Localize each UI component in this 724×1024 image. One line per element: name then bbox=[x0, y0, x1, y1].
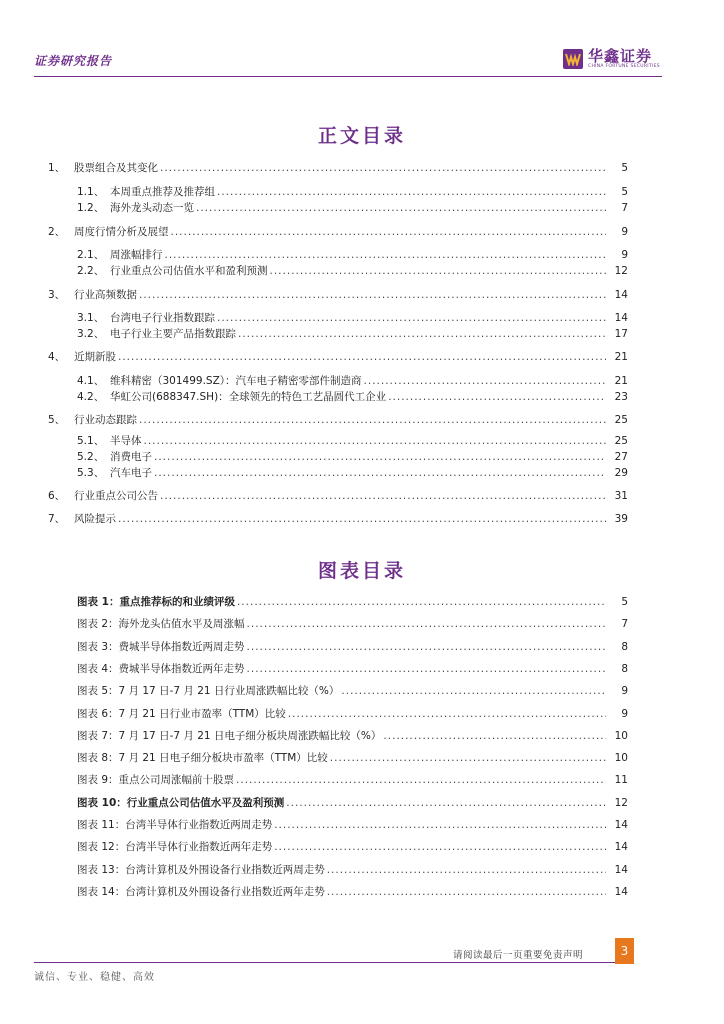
figure-entry-label: 图表 9：重点公司周涨幅前十股票 bbox=[77, 774, 235, 786]
company-logo bbox=[563, 48, 660, 70]
contents-entry-page: 14 bbox=[614, 312, 628, 324]
leader-dots bbox=[165, 248, 607, 262]
figure-entry-label: 图表 2：海外龙头估值水平及周涨幅 bbox=[77, 618, 245, 630]
figure-entry[interactable] bbox=[77, 729, 628, 743]
logo-icon bbox=[563, 49, 583, 69]
figure-entry[interactable] bbox=[77, 863, 628, 877]
contents-entry-label bbox=[77, 264, 270, 278]
figure-entry[interactable] bbox=[77, 684, 628, 698]
contents-entry-text: 本周重点推荐及推荐组 bbox=[110, 186, 215, 198]
leader-dots bbox=[288, 707, 606, 721]
leader-dots bbox=[237, 595, 606, 609]
contents-entry-label bbox=[77, 390, 388, 404]
contents-entry-text: 半导体 bbox=[110, 435, 142, 447]
contents-entry-page: 31 bbox=[614, 490, 628, 502]
contents-entry-text: 近期新股 bbox=[74, 351, 116, 363]
contents-entry-page: 23 bbox=[614, 391, 628, 403]
figure-entry-label: 图表 1：重点推荐标的和业绩评级 bbox=[77, 596, 235, 608]
leader-dots bbox=[154, 450, 606, 464]
contents-entry[interactable] bbox=[77, 450, 628, 464]
contents-entry[interactable] bbox=[48, 413, 628, 427]
contents-entry-text: 周度行情分析及展望 bbox=[74, 226, 169, 238]
leader-dots bbox=[247, 640, 606, 654]
leader-dots bbox=[144, 434, 607, 448]
leader-dots bbox=[139, 413, 606, 427]
figure-entry[interactable] bbox=[77, 640, 628, 654]
figure-entry-page: 14 bbox=[614, 886, 628, 898]
contents-entry[interactable] bbox=[48, 288, 628, 302]
contents-entry-number: 3.2、 bbox=[77, 328, 105, 340]
figure-entry-page: 11 bbox=[614, 774, 628, 786]
contents-entry-text: 华虹公司(688347.SH)：全球领先的特色工艺晶圆代工企业 bbox=[110, 391, 387, 403]
figure-entry[interactable] bbox=[77, 840, 628, 854]
contents-entry-label bbox=[77, 450, 154, 464]
contents-entry-number: 7、 bbox=[48, 513, 66, 525]
contents-entry-label bbox=[77, 201, 196, 215]
contents-entry-page: 17 bbox=[614, 328, 628, 340]
figure-entry-label: 图表 3：费城半导体指数近两周走势 bbox=[77, 641, 245, 653]
contents-entry-page: 29 bbox=[614, 467, 628, 479]
contents-entry-text: 行业重点公司估值水平和盈利预测 bbox=[110, 265, 268, 277]
contents-entry-page: 12 bbox=[614, 265, 628, 277]
contents-entry[interactable] bbox=[48, 489, 628, 503]
contents-entry[interactable] bbox=[77, 390, 628, 404]
contents-entry-text: 行业重点公司公告 bbox=[74, 490, 158, 502]
contents-entry-text: 维科精密（301499.SZ）：汽车电子精密零部件制造商 bbox=[110, 375, 362, 387]
figure-entry-label: 图表 4：费城半导体指数近两年走势 bbox=[77, 663, 245, 675]
contents-entry-number: 4.1、 bbox=[77, 375, 105, 387]
figure-entry-page: 8 bbox=[621, 641, 628, 653]
contents-entry-page: 5 bbox=[621, 186, 628, 198]
contents-entry[interactable] bbox=[77, 466, 628, 480]
figure-entry-label: 图表 8：7 月 21 日电子细分板块市盈率（TTM）比较 bbox=[77, 752, 328, 764]
contents-title: 正文目录 bbox=[317, 125, 406, 147]
leader-dots bbox=[330, 751, 606, 765]
contents-entry-number: 1、 bbox=[48, 162, 66, 174]
contents-entry[interactable] bbox=[77, 434, 628, 448]
header-divider bbox=[34, 76, 662, 77]
contents-entry[interactable] bbox=[48, 512, 628, 526]
contents-entry-number: 5、 bbox=[48, 414, 66, 426]
contents-entry-number: 2.2、 bbox=[77, 265, 105, 277]
document-type-label: 证券研究报告 bbox=[34, 54, 113, 68]
contents-entry-label bbox=[77, 434, 144, 448]
contents-entry-page: 25 bbox=[614, 435, 628, 447]
contents-entry-number: 5.2、 bbox=[77, 451, 105, 463]
contents-entry-label bbox=[48, 512, 118, 526]
contents-entry-text: 周涨幅排行 bbox=[110, 249, 163, 261]
contents-entry-page: 21 bbox=[614, 375, 628, 387]
contents-entry-label bbox=[48, 288, 139, 302]
contents-entry-label bbox=[77, 374, 364, 388]
contents-entry-number: 3.1、 bbox=[77, 312, 105, 324]
leader-dots bbox=[274, 818, 606, 832]
contents-entry-page: 7 bbox=[621, 202, 628, 214]
logo-name-cn: 华鑫证券 bbox=[588, 47, 653, 65]
contents-entry-page: 25 bbox=[614, 414, 628, 426]
contents-entry-text: 汽车电子 bbox=[110, 467, 152, 479]
leader-dots bbox=[217, 311, 606, 325]
contents-entry[interactable] bbox=[77, 201, 628, 215]
figure-entry-label: 图表 14：台湾计算机及外围设备行业指数近两年走势 bbox=[77, 886, 325, 898]
contents-entry-number: 5.1、 bbox=[77, 435, 105, 447]
contents-entry-page: 39 bbox=[614, 513, 628, 525]
figure-entry-page: 9 bbox=[621, 685, 628, 697]
figure-entry-label: 图表 7：7 月 17 日-7 月 21 日电子细分板块周涨跌幅比较（%） bbox=[77, 730, 382, 742]
figure-entry[interactable] bbox=[77, 662, 628, 676]
contents-entry-label bbox=[48, 161, 160, 175]
contents-entry-text: 消费电子 bbox=[110, 451, 152, 463]
contents-entry-label bbox=[48, 489, 160, 503]
leader-dots bbox=[118, 350, 606, 364]
contents-entry-page: 14 bbox=[614, 289, 628, 301]
figure-entry[interactable] bbox=[77, 595, 628, 609]
figure-entry[interactable] bbox=[77, 796, 628, 810]
contents-entry-number: 6、 bbox=[48, 490, 66, 502]
contents-entry-page: 5 bbox=[621, 162, 628, 174]
contents-entry-page: 9 bbox=[621, 226, 628, 238]
figure-entry-page: 14 bbox=[614, 819, 628, 831]
contents-entry-text: 海外龙头动态一览 bbox=[110, 202, 194, 214]
contents-entry-number: 2、 bbox=[48, 226, 66, 238]
page-number-badge: 3 bbox=[615, 938, 634, 964]
contents-entry-label bbox=[48, 350, 118, 364]
leader-dots bbox=[247, 617, 606, 631]
leader-dots bbox=[236, 773, 606, 787]
leader-dots bbox=[274, 840, 606, 854]
leader-dots bbox=[238, 327, 606, 341]
contents-entry-label bbox=[77, 185, 217, 199]
contents-entry-page: 9 bbox=[621, 249, 628, 261]
contents-entry-text: 行业高频数据 bbox=[74, 289, 137, 301]
contents-entry[interactable] bbox=[77, 185, 628, 199]
footer-divider bbox=[34, 962, 634, 963]
contents-entry[interactable] bbox=[77, 374, 628, 388]
leader-dots bbox=[171, 225, 607, 239]
leader-dots bbox=[154, 466, 606, 480]
contents-entry[interactable] bbox=[77, 311, 628, 325]
leader-dots bbox=[139, 288, 606, 302]
figure-entry[interactable] bbox=[77, 773, 628, 787]
figure-entry[interactable] bbox=[77, 751, 628, 765]
footer-slogan: 诚信、专业、稳健、高效 bbox=[34, 972, 155, 983]
contents-entry-label bbox=[77, 466, 154, 480]
figure-entry-label: 图表 6：7 月 21 日行业市盈率（TTM）比较 bbox=[77, 708, 286, 720]
figures-title: 图表目录 bbox=[317, 560, 406, 582]
contents-entry-number: 5.3、 bbox=[77, 467, 105, 479]
figure-entry-page: 14 bbox=[614, 841, 628, 853]
contents-entry-text: 台湾电子行业指数跟踪 bbox=[110, 312, 215, 324]
figure-entry-page: 10 bbox=[614, 730, 628, 742]
contents-entry-number: 2.1、 bbox=[77, 249, 105, 261]
logo-name-en: CHINA FORTUNE SECURITIES bbox=[588, 64, 660, 69]
footer-disclaimer: 请阅读最后一页重要免责声明 bbox=[453, 950, 584, 961]
figure-entry-label: 图表 12：台湾半导体行业指数近两年走势 bbox=[77, 841, 273, 853]
leader-dots bbox=[383, 729, 606, 743]
contents-entry-page: 27 bbox=[614, 451, 628, 463]
figure-entry-page: 5 bbox=[621, 596, 628, 608]
figure-entry-page: 7 bbox=[621, 618, 628, 630]
contents-entry-number: 4.2、 bbox=[77, 391, 105, 403]
leader-dots bbox=[341, 684, 606, 698]
figure-entry[interactable] bbox=[77, 617, 628, 631]
leader-dots bbox=[270, 264, 607, 278]
contents-entry-number: 4、 bbox=[48, 351, 66, 363]
contents-entry[interactable] bbox=[77, 248, 628, 262]
figure-entry[interactable] bbox=[77, 818, 628, 832]
contents-entry-number: 3、 bbox=[48, 289, 66, 301]
leader-dots bbox=[388, 390, 606, 404]
figure-entry-label: 图表 11：台湾半导体行业指数近两周走势 bbox=[77, 819, 273, 831]
contents-entry[interactable] bbox=[48, 350, 628, 364]
contents-entry-text: 风险提示 bbox=[74, 513, 116, 525]
contents-entry-text: 股票组合及其变化 bbox=[74, 162, 158, 174]
figure-entry-label: 图表 13：台湾计算机及外围设备行业指数近两周走势 bbox=[77, 864, 325, 876]
contents-entry-text: 行业动态跟踪 bbox=[74, 414, 137, 426]
contents-entry[interactable] bbox=[77, 264, 628, 278]
contents-entry-label bbox=[77, 248, 165, 262]
leader-dots bbox=[217, 185, 606, 199]
contents-entry[interactable] bbox=[48, 225, 628, 239]
figure-entry[interactable] bbox=[77, 707, 628, 721]
figure-entry-label: 图表 10：行业重点公司估值水平及盈利预测 bbox=[77, 797, 285, 809]
contents-entry-text: 电子行业主要产品指数跟踪 bbox=[110, 328, 236, 340]
figure-entry-page: 8 bbox=[621, 663, 628, 675]
leader-dots bbox=[160, 489, 606, 503]
figure-entry-page: 10 bbox=[614, 752, 628, 764]
contents-entry-label bbox=[48, 225, 171, 239]
figure-entry-label: 图表 5：7 月 17 日-7 月 21 日行业周涨跌幅比较（%） bbox=[77, 685, 340, 697]
leader-dots bbox=[327, 863, 606, 877]
contents-entry-label bbox=[48, 413, 139, 427]
contents-entry-label bbox=[77, 311, 217, 325]
contents-entry-page: 21 bbox=[614, 351, 628, 363]
leader-dots bbox=[160, 161, 606, 175]
leader-dots bbox=[118, 512, 606, 526]
leader-dots bbox=[196, 201, 606, 215]
figure-entry-page: 14 bbox=[614, 864, 628, 876]
leader-dots bbox=[327, 885, 606, 899]
leader-dots bbox=[286, 796, 606, 810]
contents-entry-label bbox=[77, 327, 238, 341]
contents-entry-number: 1.1、 bbox=[77, 186, 105, 198]
contents-entry-number: 1.2、 bbox=[77, 202, 105, 214]
figure-entry-page: 12 bbox=[614, 797, 628, 809]
contents-entry[interactable] bbox=[48, 161, 628, 175]
leader-dots bbox=[364, 374, 606, 388]
figure-entry[interactable] bbox=[77, 885, 628, 899]
leader-dots bbox=[247, 662, 606, 676]
contents-entry[interactable] bbox=[77, 327, 628, 341]
figure-entry-page: 9 bbox=[621, 708, 628, 720]
